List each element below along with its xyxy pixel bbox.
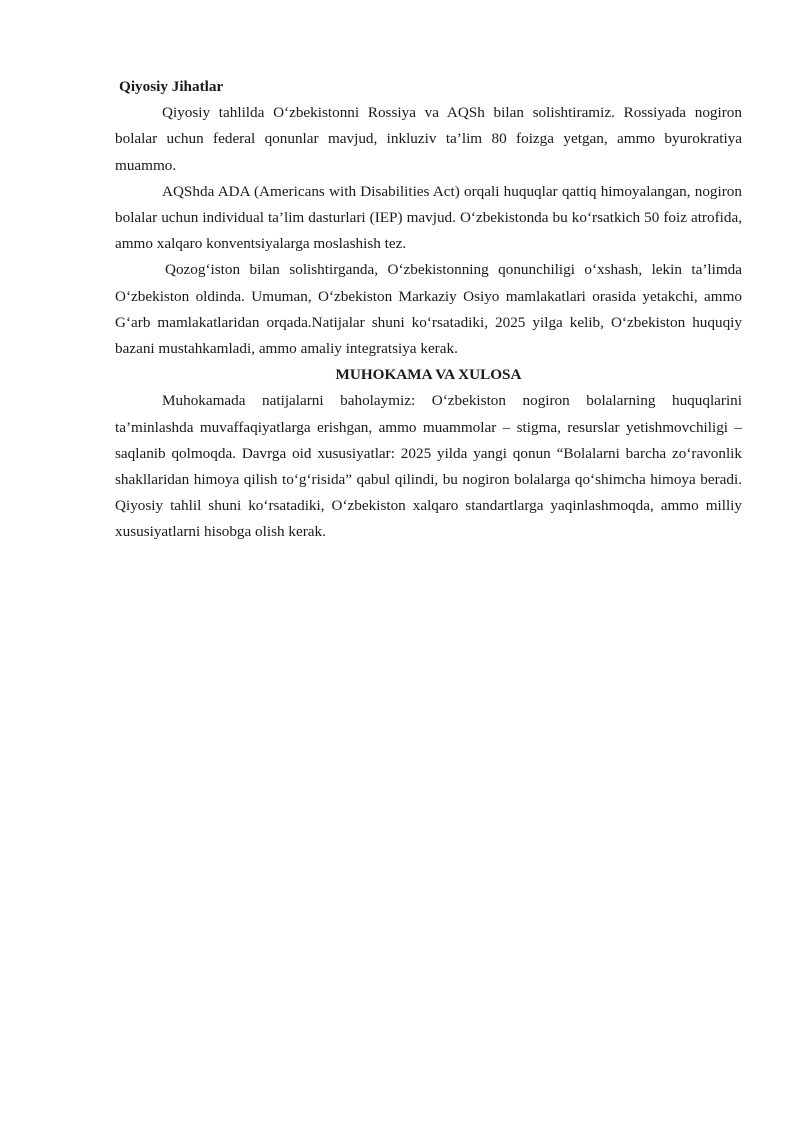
paragraph-discussion: Muhokamada natijalarni baholaymiz: O‘zbekiston nogiron bolalarning huquqlarini ta’minlashda muvaffaqiyatlarga erishgan, ammo muammolar – stigma, resurslar yetishmovchiligi – saqlanib qolmoqda. Davrga oid xususiyatlar: 2025 yilda yangi qonun “Bolalarni barcha zo‘ravonlik shakllaridan himoya qilish to‘g‘risida” qabul qilindi, bu nogiron bolalarga qo‘shimcha himoya beradi. Qiyosiy tahlil shuni ko‘rsatadiki, O‘zbekiston xalqaro standartlarga yaqinlashmoqda, ammo milliy xususiyatlarni hisobga olish kerak. (115, 392, 742, 541)
paragraph-comparison-russia-usa: Qiyosiy tahlilda O‘zbekistonni Rossiya va AQSh bilan solishtiramiz. Rossiyada nogiron bolalar uchun federal qonunlar mavjud, inkluziv ta’lim 80 foizga yetgan, ammo byurokratiya muammo. (115, 104, 742, 174)
subheading: Qiyosiy Jihatlar (119, 78, 224, 95)
section-title: MUHOKAMA VA XULOSA (335, 366, 522, 384)
paragraph-kazakhstan-comparison: Qozog‘iston bilan solishtirganda, O‘zbekistonning qonunchiligi o‘xshash, lekin ta’limda O‘zbekiston oldinda. Umuman, O‘zbekiston Markaziy Osiyo mamlakatlari orasida yetakchi, ammo G‘arb mamlakatlaridan orqada.Natijalar shuni ko‘rsatadiki, 2025 yilga kelib, O‘zbekiston huquqiy bazani mustahkamladi, ammo amaliy integratsiya kerak. (115, 261, 742, 358)
paragraph-usa-ada: AQShda ADA (Americans with Disabilities Act) orqali huquqlar qattiq himoyalangan, nogiron bolalar uchun individual ta’lim dasturlari (IEP) mavjud. O‘zbekistonda bu ko‘rsatkich 50 foiz atrofida, ammo xalqaro konventsiyalarga moslashish tez. (115, 182, 742, 253)
document-body (115, 74, 742, 546)
